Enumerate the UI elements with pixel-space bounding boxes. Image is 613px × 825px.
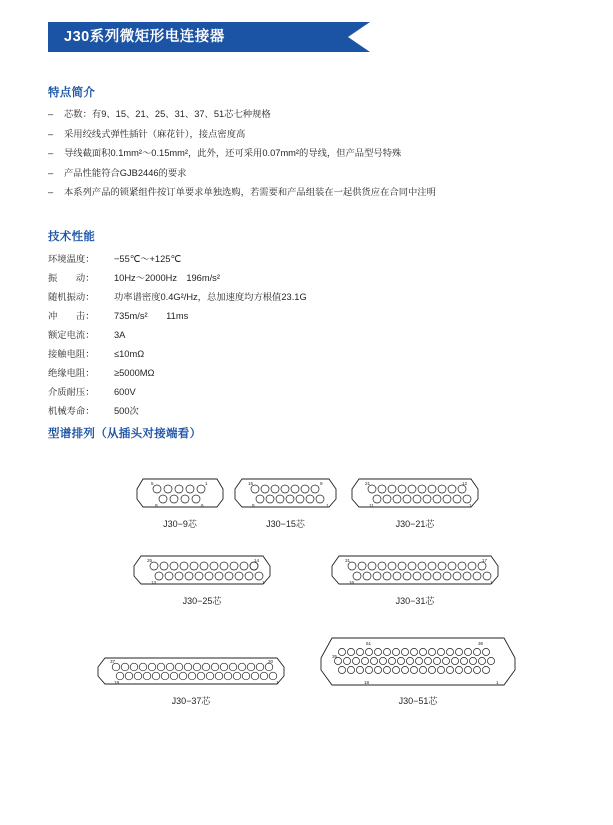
pin-number: 11 xyxy=(369,503,374,508)
pin-number: 20 xyxy=(268,659,274,664)
pin-number: 51 xyxy=(366,641,372,646)
spec-value: ≥5000MΩ xyxy=(114,368,155,378)
pin-number: 1 xyxy=(469,503,472,508)
pin-number: 18 xyxy=(364,680,370,685)
connector-label-15: J30−15芯 xyxy=(266,519,305,529)
pin-number: 9 xyxy=(155,503,158,508)
feature-text: 采用绞线式弹性插针（麻花针），接点密度高 xyxy=(64,128,246,139)
pin-number: 1 xyxy=(262,580,265,585)
features-heading: 特点简介 xyxy=(48,87,96,99)
connector-label-9: J30−9芯 xyxy=(163,519,197,529)
spec-label: 振 动： xyxy=(48,273,95,283)
page-title: J30系列微矩形电连接器 xyxy=(64,29,225,45)
pin-group-9 xyxy=(153,485,205,503)
spec-row xyxy=(48,269,568,288)
connector-shell-21 xyxy=(350,473,480,513)
connector-diagram-9 xyxy=(135,473,225,529)
layout-heading: 型谱排列（从插头对接端看） xyxy=(48,428,202,440)
feature-text: 产品性能符合GJB2446的要求 xyxy=(64,167,187,178)
spec-label: 冲 击： xyxy=(48,311,95,321)
spec-row xyxy=(48,364,568,383)
spec-label: 介质耐压： xyxy=(48,387,95,397)
pin-number: 12 xyxy=(462,481,468,486)
spec-label: 接触电阻： xyxy=(48,349,95,359)
pin-number: 1 xyxy=(276,680,279,685)
spec-row xyxy=(48,383,568,402)
pin-number: 6 xyxy=(201,503,204,508)
connector-label-25: J30−25芯 xyxy=(182,596,222,606)
spec-value: −55℃～+125℃ xyxy=(114,254,181,264)
spec-row xyxy=(48,307,568,326)
pin-number: 9 xyxy=(320,481,323,486)
pin-number: 21 xyxy=(365,481,371,486)
spec-value: 3A xyxy=(114,330,126,340)
feature-text: 导线截面积0.1mm²～0.15mm²，此外，还可采用0.07mm²的导线，但产品型号特殊 xyxy=(64,148,402,158)
pin-number: 37 xyxy=(110,659,116,664)
pin-group-51 xyxy=(334,648,494,673)
pin-number: 13 xyxy=(151,580,157,585)
features-list xyxy=(48,105,568,203)
spec-row xyxy=(48,345,568,364)
connector-label-37: J30−37芯 xyxy=(171,696,211,706)
list-item xyxy=(48,144,568,164)
pin-number: 5 xyxy=(151,481,154,486)
pin-number: 1 xyxy=(326,503,329,508)
spec-label: 机械寿命： xyxy=(48,406,95,416)
connector-shell-25 xyxy=(132,550,272,590)
list-item xyxy=(48,105,568,125)
spec-value: 500次 xyxy=(114,406,139,416)
pin-number: 1 xyxy=(205,481,208,486)
spec-label: 额定电流： xyxy=(48,330,95,340)
spec-row xyxy=(48,250,568,269)
connector-diagram-25 xyxy=(132,550,272,606)
connector-shell-51 xyxy=(318,630,518,692)
specs-list xyxy=(48,250,568,421)
specs-heading: 技术性能 xyxy=(48,231,96,243)
pin-number: 8 xyxy=(252,503,255,508)
spec-value: 735m/s² 11ms xyxy=(114,311,189,321)
banner-arrow-icon xyxy=(348,22,370,52)
connector-diagram-31 xyxy=(330,550,500,606)
pin-group-21 xyxy=(368,485,471,503)
list-item xyxy=(48,125,568,145)
spec-row xyxy=(48,402,568,421)
spec-label: 绝缘电阻： xyxy=(48,368,95,378)
connector-label-51: J30−51芯 xyxy=(398,696,438,706)
connector-label-31: J30−31芯 xyxy=(395,596,435,606)
spec-value: 功率谱密度0.4G²/Hz，总加速度均方根值23.1G xyxy=(114,292,307,302)
spec-value: 600V xyxy=(114,387,136,397)
spec-label: 环境温度： xyxy=(48,254,95,264)
connector-label-21: J30−21芯 xyxy=(395,519,435,529)
pin-number: 25 xyxy=(147,558,153,563)
pin-number: 14 xyxy=(254,558,260,563)
connector-shell-15 xyxy=(233,473,338,513)
pin-group-31 xyxy=(348,562,491,580)
pin-group-37 xyxy=(112,663,277,680)
spec-label: 随机振动： xyxy=(48,292,95,302)
feature-text: 芯数：有9、15、21、25、31、37、51芯七种规格 xyxy=(64,109,271,119)
pin-number: 1 xyxy=(496,680,499,685)
pin-number: 19 xyxy=(114,680,120,685)
pin-number: 1 xyxy=(490,580,493,585)
list-item xyxy=(48,164,568,184)
connector-shell-9 xyxy=(135,473,225,513)
connector-diagram-15 xyxy=(233,473,338,529)
spec-row xyxy=(48,288,568,307)
pin-number: 17 xyxy=(482,558,488,563)
connector-diagram-51 xyxy=(318,630,518,706)
pin-number: 35 xyxy=(332,654,338,659)
pin-group-15 xyxy=(251,485,324,503)
connector-diagram-21 xyxy=(350,473,480,529)
spec-value: ≤10mΩ xyxy=(114,349,145,359)
connector-shell-31 xyxy=(330,550,500,590)
pin-number: 31 xyxy=(345,558,351,563)
spec-value: 10Hz～2000Hz 196m/s² xyxy=(114,273,220,283)
pin-number: 36 xyxy=(478,641,484,646)
page-banner xyxy=(48,22,388,52)
pin-number: 16 xyxy=(349,580,355,585)
pin-number: 15 xyxy=(248,481,254,486)
list-item xyxy=(48,183,568,203)
feature-text: 本系列产品的锁紧组件按订单要求单独选购，若需要和产品组装在一起供货应在合同中注明 xyxy=(64,187,436,197)
spec-row xyxy=(48,326,568,345)
connector-diagram-37 xyxy=(96,650,286,706)
connector-shell-37 xyxy=(96,650,286,690)
pin-group-25 xyxy=(150,562,263,580)
